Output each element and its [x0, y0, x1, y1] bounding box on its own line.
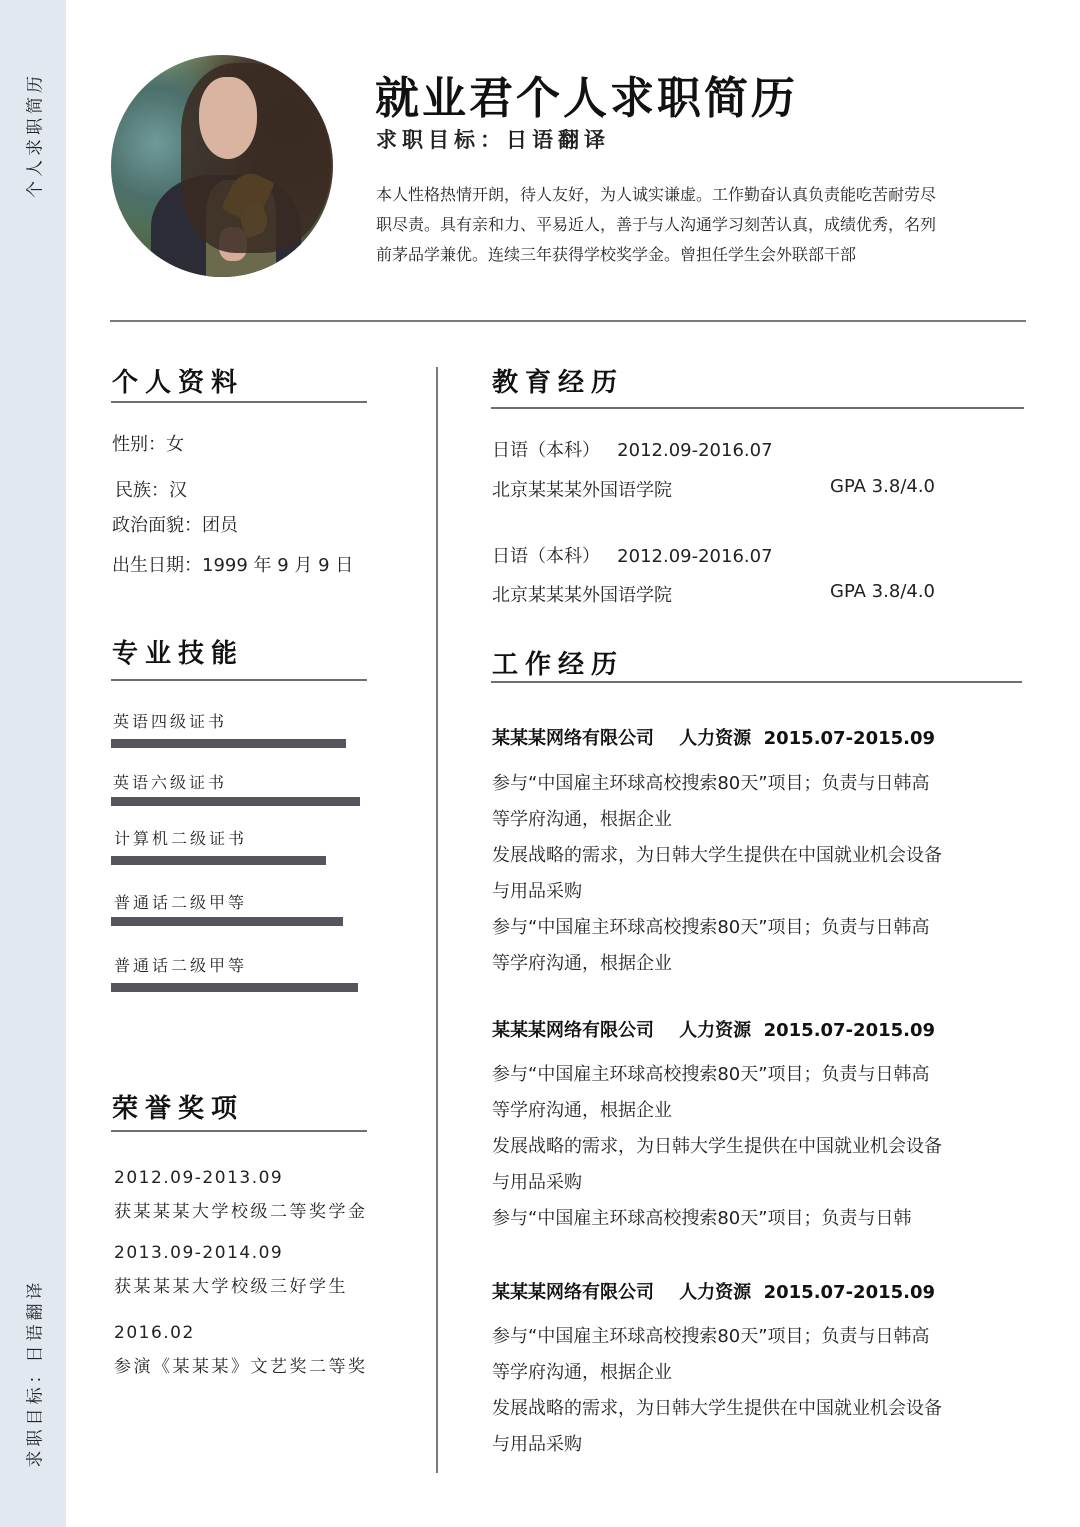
- job-line: 与用品采购: [492, 881, 582, 902]
- section-underline: [111, 401, 367, 403]
- skill-bar: [111, 856, 326, 865]
- skill-bar: [111, 917, 343, 926]
- job-description: [492, 1319, 1012, 1463]
- header-divider: [110, 320, 1026, 322]
- job-line: 参与“中国雇主环球高校搜索80天”项目；负责与日韩高: [492, 917, 930, 938]
- job-line: 参与“中国雇主环球高校搜索80天”项目；负责与日韩高: [492, 773, 930, 794]
- award-desc: 获某某某大学校级二等奖学金: [114, 1202, 368, 1222]
- skill-label: 普通话二级甲等: [114, 956, 248, 975]
- job-line: 发展战略的需求，为日韩大学生提供在中国就业机会设备: [492, 1136, 942, 1157]
- sidebar-top-text: 个人求职简历: [25, 72, 46, 198]
- section-title-skills: 专业技能: [112, 639, 245, 669]
- section-underline: [491, 681, 1022, 683]
- info-ethnicity: 民族：汉: [115, 480, 187, 501]
- job-description: [492, 766, 1012, 982]
- job-line: 与用品采购: [492, 1434, 582, 1455]
- skill-bar: [111, 739, 346, 748]
- avatar-photo: [111, 55, 333, 277]
- job-line: 等学府沟通，根据企业: [492, 1100, 672, 1121]
- edu-major-dates: 日语（本科） 2012.09-2016.07: [492, 440, 773, 461]
- info-political-status: 政治面貌：团员: [112, 515, 238, 536]
- job-line: 参与“中国雇主环球高校搜索80天”项目；负责与日韩: [492, 1208, 912, 1229]
- award-desc: 参演《某某某》文艺奖二等奖: [114, 1357, 368, 1377]
- section-title-education: 教育经历: [492, 368, 625, 398]
- job-header: 某某某网络有限公司 人力资源 2015.07-2015.09: [492, 728, 936, 749]
- job-line: 等学府沟通，根据企业: [492, 809, 672, 830]
- section-underline: [111, 679, 367, 681]
- job-header: 某某某网络有限公司 人力资源 2015.07-2015.09: [492, 1282, 936, 1303]
- skill-bar: [111, 983, 358, 992]
- award-date: 2013.09-2014.09: [114, 1243, 284, 1263]
- skill-label: 计算机二级证书: [114, 829, 248, 848]
- page-title: 就业君个人求职简历: [375, 73, 798, 124]
- job-objective: 求职目标：日语翻译: [376, 128, 610, 152]
- column-divider: [436, 367, 438, 1473]
- info-gender: 性别：女: [112, 434, 184, 455]
- award-desc: 获某某某大学校级三好学生: [114, 1277, 348, 1297]
- job-line: 参与“中国雇主环球高校搜索80天”项目；负责与日韩高: [492, 1064, 930, 1085]
- skill-label: 普通话二级甲等: [114, 893, 248, 912]
- section-underline: [111, 1130, 367, 1132]
- job-description: [492, 1057, 1012, 1237]
- job-header: 某某某网络有限公司 人力资源 2015.07-2015.09: [492, 1020, 936, 1041]
- intro-line: 职尽责。具有亲和力、平易近人，善于与人沟通学习刻苦认真，成绩优秀，名列: [376, 215, 937, 234]
- job-line: 发展战略的需求，为日韩大学生提供在中国就业机会设备: [492, 845, 942, 866]
- info-birthdate: 出生日期：1999 年 9 月 9 日: [112, 555, 354, 576]
- section-title-personal: 个人资料: [112, 368, 245, 398]
- skill-bar: [111, 797, 360, 806]
- edu-school: 北京某某某外国语学院: [492, 585, 672, 606]
- edu-gpa: GPA 3.8/4.0: [830, 581, 936, 602]
- sidebar-bottom-text: 求职目标：日语翻译: [25, 1278, 46, 1468]
- job-line: 等学府沟通，根据企业: [492, 953, 672, 974]
- award-date: 2012.09-2013.09: [114, 1168, 284, 1188]
- section-underline: [491, 407, 1024, 409]
- edu-major-dates: 日语（本科） 2012.09-2016.07: [492, 546, 773, 567]
- self-introduction: [376, 180, 1026, 270]
- job-line: 等学府沟通，根据企业: [492, 1362, 672, 1383]
- job-line: 与用品采购: [492, 1172, 582, 1193]
- intro-line: 本人性格热情开朗，待人友好，为人诚实谦虚。工作勤奋认真负责能吃苦耐劳尽: [376, 185, 937, 204]
- edu-gpa: GPA 3.8/4.0: [830, 476, 936, 497]
- job-line: 参与“中国雇主环球高校搜索80天”项目；负责与日韩高: [492, 1326, 930, 1347]
- section-title-work: 工作经历: [492, 650, 625, 680]
- section-title-awards: 荣誉奖项: [112, 1094, 245, 1124]
- job-line: 发展战略的需求，为日韩大学生提供在中国就业机会设备: [492, 1398, 942, 1419]
- sidebar: [0, 0, 66, 1527]
- skill-label: 英语四级证书: [113, 712, 228, 731]
- intro-line: 前茅品学兼优。连续三年获得学校奖学金。曾担任学生会外联部干部: [376, 245, 857, 264]
- award-date: 2016.02: [114, 1323, 195, 1343]
- edu-school: 北京某某某外国语学院: [492, 480, 672, 501]
- skill-label: 英语六级证书: [113, 773, 228, 792]
